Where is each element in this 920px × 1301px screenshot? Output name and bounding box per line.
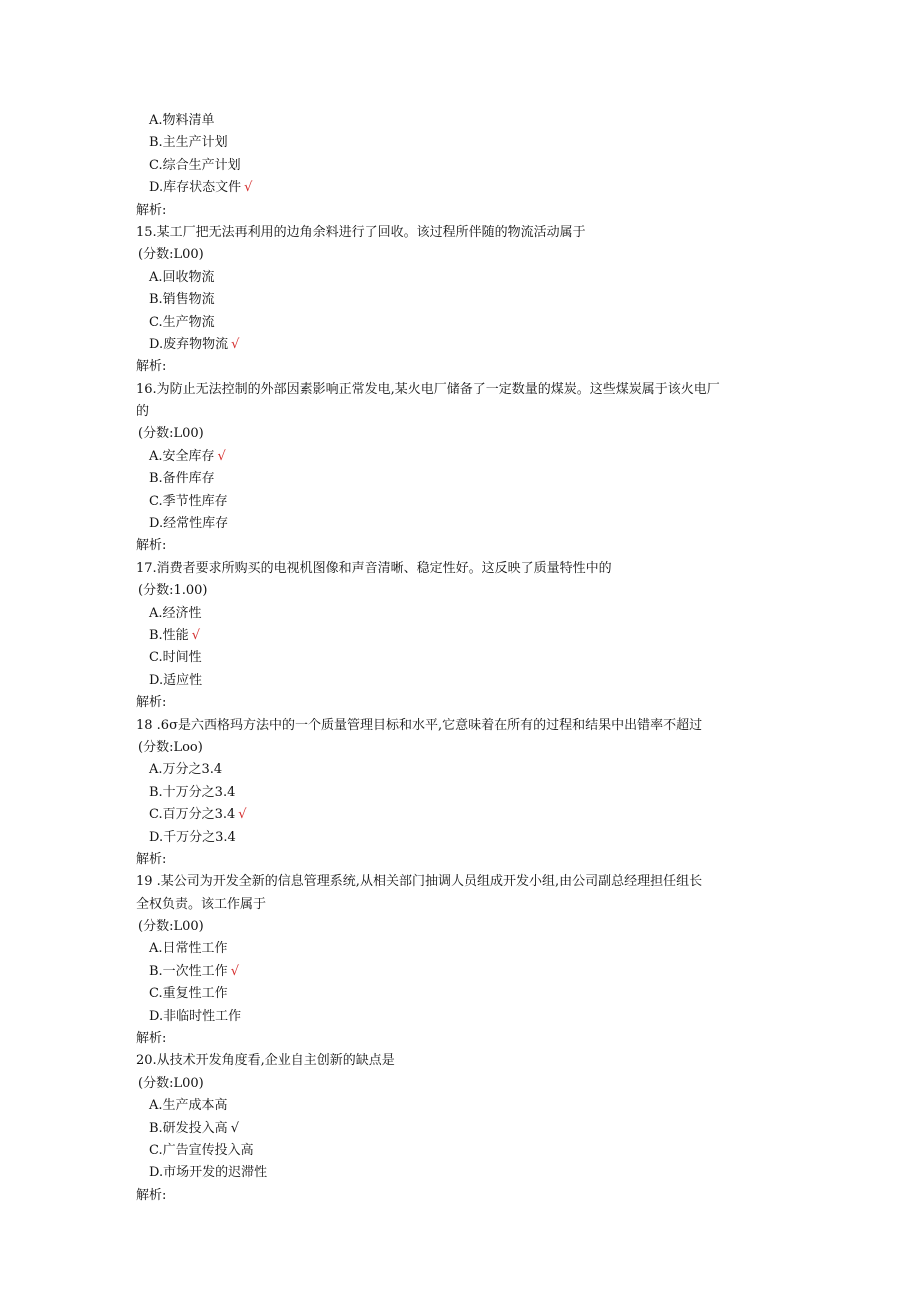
option-text: B.销售物流 <box>149 292 215 308</box>
option-text: D.废弃物物流 <box>149 336 229 352</box>
answer-option <box>136 1140 836 1162</box>
answer-option <box>136 155 836 177</box>
option-text: C.百万分之3.4 <box>149 807 236 823</box>
option-text: D.市场开发的迟滞性 <box>149 1165 268 1181</box>
question-score: (分数:L00) <box>138 247 204 263</box>
answer-option <box>136 603 836 625</box>
option-text: A.万分之3.4 <box>149 762 223 778</box>
answer-option <box>136 827 836 849</box>
correct-check-icon: √ <box>244 180 253 196</box>
answer-option <box>136 625 836 647</box>
option-text: C.季节性库存 <box>149 493 228 509</box>
answer-option <box>136 491 836 513</box>
option-text: A.日常性工作 <box>149 941 228 957</box>
option-text: A.物料清单 <box>149 113 215 128</box>
answer-option <box>136 446 836 468</box>
answer-option <box>136 938 836 960</box>
answer-option <box>136 177 836 199</box>
option-text: A.回收物流 <box>149 269 215 285</box>
answer-option <box>136 1095 836 1117</box>
answer-option <box>136 961 836 983</box>
option-text: D.千万分之3.4 <box>149 829 236 845</box>
answer-option <box>136 513 836 535</box>
option-text: D.适应性 <box>149 672 203 688</box>
option-text: A.生产成本高 <box>149 1098 228 1114</box>
answer-option <box>136 1118 836 1140</box>
answer-option <box>136 267 836 289</box>
question-stem: 的 <box>136 404 150 420</box>
question-stem: 全权负责。该工作属于 <box>136 896 267 912</box>
exam-document <box>136 110 836 1207</box>
question-stem: 15.某工厂把无法再利用的边角余料进行了回收。该过程所伴随的物流活动属于 <box>136 224 586 240</box>
analysis-label: 解析: <box>136 695 167 711</box>
question-stem: 16.为防止无法控制的外部因素影响正常发电,某火电厂储备了一定数量的煤炭。这些煤炭属于该火电厂 <box>136 381 720 397</box>
option-text: C.时间性 <box>149 650 202 666</box>
question-score: (分数:L00) <box>138 426 204 442</box>
analysis-label: 解析: <box>136 1187 167 1203</box>
question-score: (分数:1.00) <box>138 583 208 599</box>
question-stem: 17.消费者要求所购买的电视机图像和声音清晰、稳定性好。这反映了质量特性中的 <box>136 560 612 576</box>
option-text: B.主生产计划 <box>149 135 228 151</box>
option-text: B.研发投入高 <box>149 1120 228 1136</box>
option-text: B.备件库存 <box>149 471 215 487</box>
option-text: C.广告宣传投入高 <box>149 1142 254 1158</box>
correct-check-icon: √ <box>231 336 240 352</box>
question-score: (分数:Loo) <box>138 739 203 755</box>
option-text: C.重复性工作 <box>149 986 228 1002</box>
analysis-label: 解析: <box>136 202 167 218</box>
answer-option <box>136 782 836 804</box>
analysis-label: 解析: <box>136 538 167 554</box>
correct-check-icon: √ <box>191 627 200 643</box>
question-score: (分数:L00) <box>138 1075 204 1091</box>
question-stem: 19 .某公司为开发全新的信息管理系统,从相关部门抽调人员组成开发小组,由公司副总经理担任组长 <box>136 874 703 890</box>
option-text: A.安全库存 <box>149 448 215 464</box>
option-text: D.经常性库存 <box>149 516 229 532</box>
answer-option <box>136 983 836 1005</box>
question-score: (分数:L00) <box>138 919 204 935</box>
answer-option <box>136 670 836 692</box>
answer-option <box>136 289 836 311</box>
answer-option <box>136 132 836 154</box>
analysis-label: 解析: <box>136 1031 167 1047</box>
answer-option <box>136 334 836 356</box>
answer-option <box>136 468 836 490</box>
analysis-label: 解析: <box>136 359 167 375</box>
question-stem: 18 .6σ是六西格玛方法中的一个质量管理目标和水平,它意味着在所有的过程和结果中出错率不超过 <box>136 717 703 733</box>
analysis-label: 解析: <box>136 851 167 867</box>
answer-option <box>136 1162 836 1184</box>
answer-option <box>136 759 836 781</box>
correct-check-icon: √ <box>230 1120 239 1136</box>
option-text: B.一次性工作 <box>149 963 228 979</box>
question-stem: 20.从技术开发角度看,企业自主创新的缺点是 <box>136 1053 395 1069</box>
answer-option <box>136 647 836 669</box>
option-text: D.非临时性工作 <box>149 1008 242 1024</box>
answer-option <box>136 312 836 334</box>
option-text: C.生产物流 <box>149 314 215 330</box>
correct-check-icon: √ <box>217 448 226 464</box>
answer-option <box>136 804 836 826</box>
correct-check-icon: √ <box>238 807 247 823</box>
correct-check-icon: √ <box>230 963 239 979</box>
option-text: B.性能 <box>149 627 189 643</box>
answer-option <box>136 1006 836 1028</box>
option-text: C.综合生产计划 <box>149 157 241 173</box>
option-text: B.十万分之3.4 <box>149 784 236 800</box>
option-text: A.经济性 <box>149 605 202 621</box>
answer-option <box>136 110 836 132</box>
option-text: D.库存状态文件 <box>149 180 242 196</box>
